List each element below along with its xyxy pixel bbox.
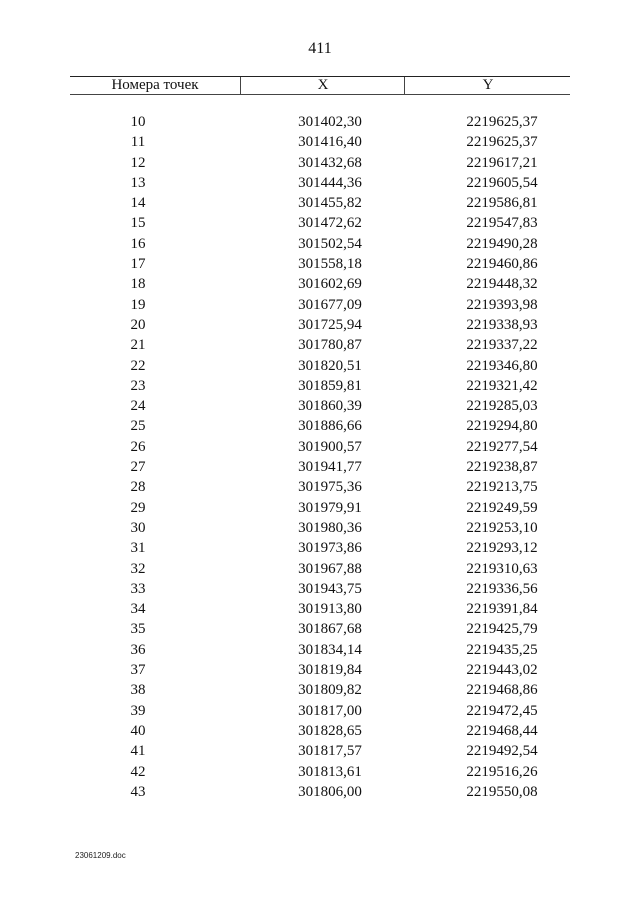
table-row (70, 477, 570, 497)
x-cell: 301834,14 (298, 641, 362, 658)
y-cell: 2219393,98 (466, 296, 538, 313)
y-cell: 2219238,87 (466, 459, 538, 476)
y-cell: 2219253,10 (466, 519, 538, 536)
point-number-cell: 42 (130, 763, 146, 780)
table-row (70, 782, 570, 802)
table-row (70, 213, 570, 233)
x-cell: 301725,94 (298, 316, 362, 333)
x-cell: 301813,61 (298, 763, 362, 780)
table-row (70, 274, 570, 294)
x-cell: 301806,00 (298, 783, 362, 800)
table-row (70, 396, 570, 416)
table-row (70, 579, 570, 599)
x-cell: 301502,54 (298, 235, 362, 252)
x-cell: 301820,51 (298, 357, 362, 374)
y-cell: 2219336,56 (466, 580, 538, 597)
x-cell: 301677,09 (298, 296, 362, 313)
table-row (70, 762, 570, 782)
y-cell: 2219550,08 (466, 783, 538, 800)
table-row (70, 295, 570, 315)
point-number-cell: 39 (130, 702, 146, 719)
table-row (70, 193, 570, 213)
point-number-cell: 17 (130, 256, 146, 273)
point-number-cell: 15 (130, 215, 146, 232)
y-cell: 2219249,59 (466, 499, 538, 516)
x-cell: 301867,68 (298, 621, 362, 638)
x-cell: 301444,36 (298, 174, 362, 191)
point-number-cell: 31 (130, 540, 146, 557)
x-cell: 301472,62 (298, 215, 362, 232)
table-row (70, 741, 570, 761)
y-cell: 2219337,22 (466, 337, 538, 354)
table-row (70, 721, 570, 741)
x-cell: 301886,66 (298, 418, 362, 435)
y-cell: 2219468,86 (466, 682, 538, 699)
table-row (70, 498, 570, 518)
x-cell: 301819,84 (298, 662, 362, 679)
x-cell: 301817,00 (298, 702, 362, 719)
x-cell: 301943,75 (298, 580, 362, 597)
table-row (70, 538, 570, 558)
y-cell: 2219294,80 (466, 418, 538, 435)
x-cell: 301941,77 (298, 459, 362, 476)
x-cell: 301859,81 (298, 377, 362, 394)
point-number-cell: 40 (130, 722, 146, 739)
point-number-cell: 21 (130, 337, 146, 354)
table-row (70, 701, 570, 721)
table-row (70, 660, 570, 680)
point-number-cell: 25 (130, 418, 146, 435)
x-cell: 301780,87 (298, 337, 362, 354)
table-row (70, 254, 570, 274)
x-cell: 301809,82 (298, 682, 362, 699)
point-number-cell: 11 (130, 134, 146, 151)
point-number-cell: 12 (130, 154, 146, 171)
table-row (70, 376, 570, 396)
table-header (70, 76, 570, 95)
point-number-cell: 26 (130, 438, 146, 455)
point-number-cell: 14 (130, 195, 146, 212)
table-row (70, 680, 570, 700)
x-cell: 301913,80 (298, 601, 362, 618)
y-cell: 2219285,03 (466, 398, 538, 415)
y-cell: 2219443,02 (466, 662, 538, 679)
point-number-cell: 33 (130, 580, 146, 597)
point-number-cell: 43 (130, 783, 146, 800)
point-number-cell: 38 (130, 682, 146, 699)
point-number-cell: 41 (130, 743, 146, 760)
point-number-cell: 35 (130, 621, 146, 638)
table-row (70, 356, 570, 376)
x-cell: 301602,69 (298, 276, 362, 293)
table-row (70, 518, 570, 538)
y-cell: 2219321,42 (466, 377, 538, 394)
point-number-cell: 36 (130, 641, 146, 658)
table-row (70, 112, 570, 132)
table-row (70, 599, 570, 619)
y-cell: 2219346,80 (466, 357, 538, 374)
table-row (70, 619, 570, 639)
y-cell: 2219472,45 (466, 702, 538, 719)
x-cell: 301432,68 (298, 154, 362, 171)
y-cell: 2219605,54 (466, 174, 538, 191)
point-number-cell: 13 (130, 174, 146, 191)
x-cell: 301817,57 (298, 743, 362, 760)
point-number-cell: 23 (130, 377, 146, 394)
table-row (70, 173, 570, 193)
point-number-cell: 24 (130, 398, 146, 415)
header-point-number: Номера точек (111, 77, 199, 93)
y-cell: 2219310,63 (466, 560, 538, 577)
x-cell: 301455,82 (298, 195, 362, 212)
y-cell: 2219547,83 (466, 215, 538, 232)
y-cell: 2219391,84 (466, 601, 538, 618)
y-cell: 2219338,93 (466, 316, 538, 333)
point-number-cell: 34 (130, 601, 146, 618)
y-cell: 2219435,25 (466, 641, 538, 658)
y-cell: 2219586,81 (466, 195, 538, 212)
point-number-cell: 10 (130, 114, 146, 130)
x-cell: 301900,57 (298, 438, 362, 455)
y-cell: 2219516,26 (466, 763, 538, 780)
table-row (70, 416, 570, 436)
x-cell: 301979,91 (298, 499, 362, 516)
y-cell: 2219460,86 (466, 256, 538, 273)
x-cell: 301558,18 (298, 256, 362, 273)
point-number-cell: 32 (130, 560, 146, 577)
point-number-cell: 22 (130, 357, 146, 374)
header-x: X (240, 77, 405, 94)
x-cell: 301980,36 (298, 519, 362, 536)
y-cell: 2219425,79 (466, 621, 538, 638)
table-body (70, 112, 570, 802)
x-cell: 301975,36 (298, 479, 362, 496)
point-number-cell: 18 (130, 276, 146, 293)
point-number-cell: 20 (130, 316, 146, 333)
y-cell: 2219213,75 (466, 479, 538, 496)
y-cell: 2219625,37 (466, 114, 538, 130)
point-number-cell: 27 (130, 459, 146, 476)
y-cell: 2219277,54 (466, 438, 538, 455)
y-cell: 2219468,44 (466, 722, 538, 739)
table-row (70, 153, 570, 173)
table-row (70, 234, 570, 254)
table-row (70, 335, 570, 355)
table-row (70, 132, 570, 152)
table-row (70, 457, 570, 477)
page-number: 411 (308, 40, 332, 57)
y-cell: 2219617,21 (466, 154, 538, 171)
header-y: Y (404, 77, 571, 94)
y-cell: 2219492,54 (466, 743, 538, 760)
x-cell: 301416,40 (298, 134, 362, 151)
y-cell: 2219293,12 (466, 540, 538, 557)
point-number-cell: 28 (130, 479, 146, 496)
y-cell: 2219490,28 (466, 235, 538, 252)
table-row (70, 640, 570, 660)
point-number-cell: 30 (130, 519, 146, 536)
table-row (70, 437, 570, 457)
x-cell: 301402,30 (298, 114, 362, 130)
point-number-cell: 37 (130, 662, 146, 679)
point-number-cell: 16 (130, 235, 146, 252)
y-cell: 2219448,32 (466, 276, 538, 293)
x-cell: 301967,88 (298, 560, 362, 577)
point-number-cell: 29 (130, 499, 146, 516)
table-row (70, 559, 570, 579)
table-row (70, 315, 570, 335)
x-cell: 301973,86 (298, 540, 362, 557)
y-cell: 2219625,37 (466, 134, 538, 151)
footer-filename: 23061209.doc (75, 851, 126, 860)
x-cell: 301828,65 (298, 722, 362, 739)
point-number-cell: 19 (130, 296, 146, 313)
x-cell: 301860,39 (298, 398, 362, 415)
